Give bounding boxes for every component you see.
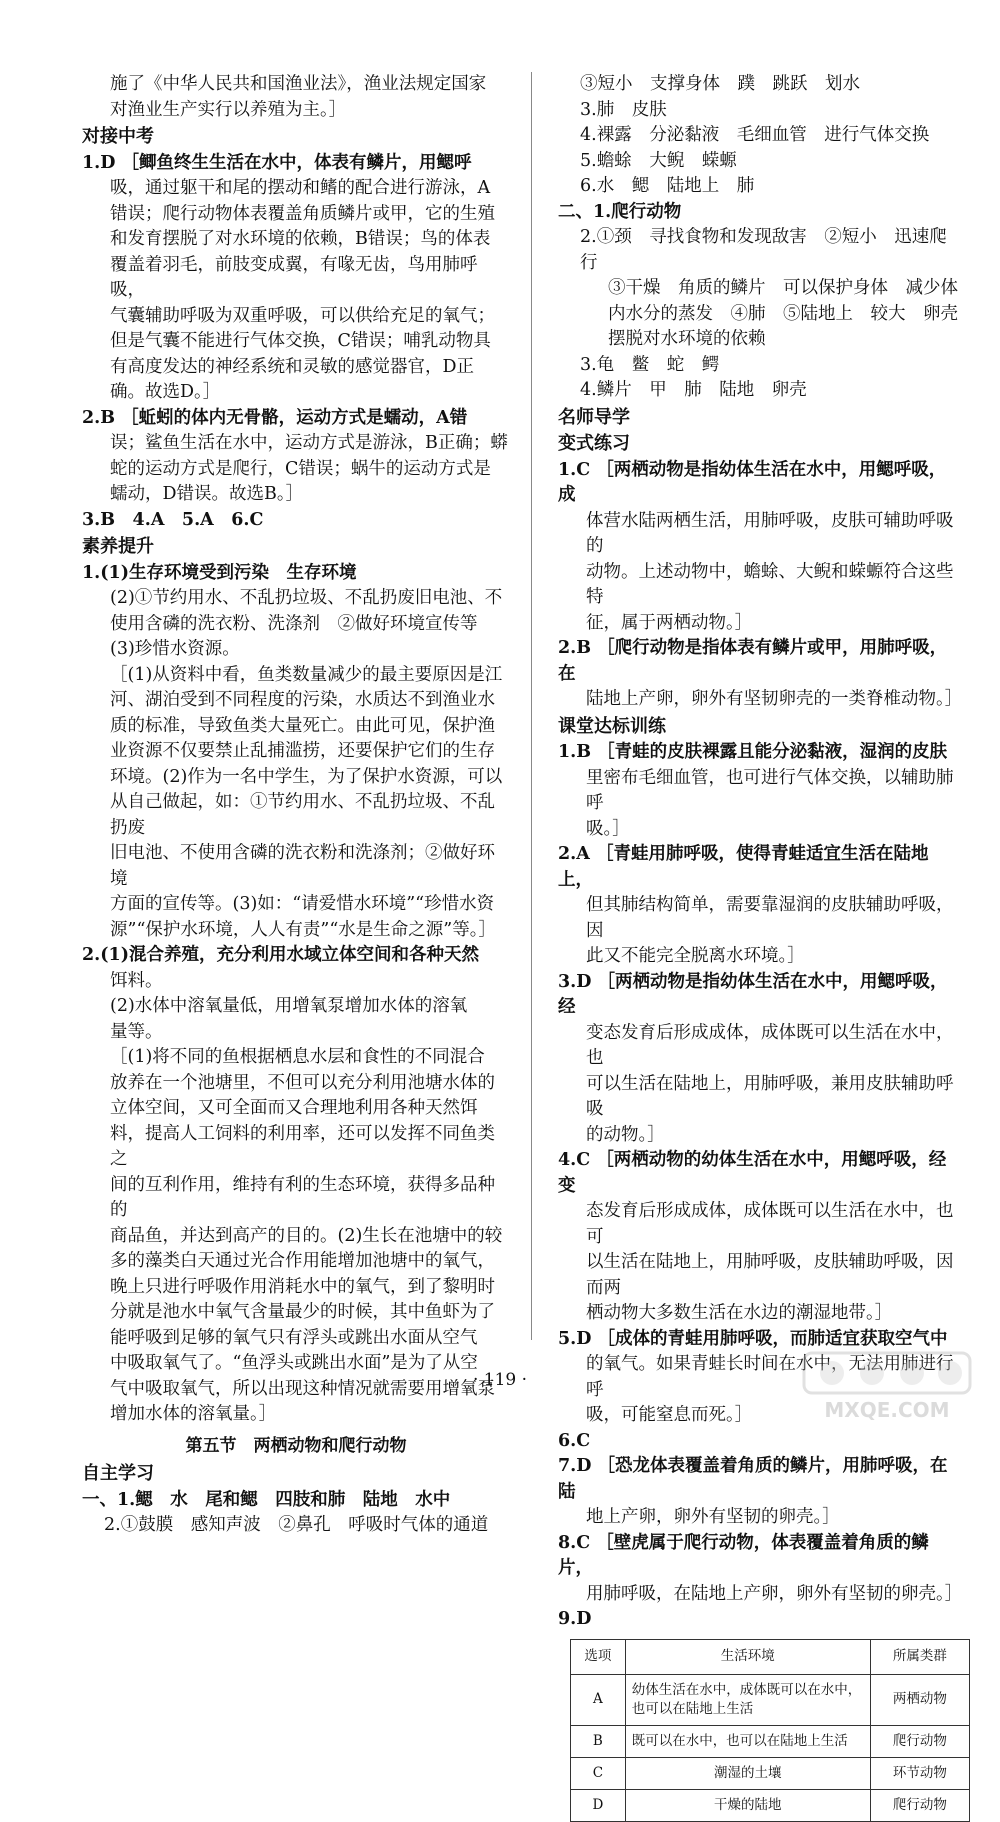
table-header-row <box>571 1639 970 1674</box>
text-line: 增加水体的溶氧量。］ <box>110 1404 277 1424</box>
table-header: 选项 <box>571 1639 626 1674</box>
ketang-9: 9.D <box>558 1609 592 1629</box>
left-column <box>82 72 510 1539</box>
table-cell: D <box>571 1789 626 1821</box>
text-line: 业资源不仅要禁止乱捕滥捞，还要保护它们的生存 <box>110 741 495 761</box>
text-line: 蠕动，D错误。故选B。］ <box>110 484 304 504</box>
text-line: 立体空间，又可全面而又合理地利用各种天然饵 <box>110 1098 478 1118</box>
text-line: 动物。上述动物中，蟾蜍、大鲵和蝾螈符合这些特 <box>586 561 954 607</box>
bianshi-2: 2.B ［爬行动物是指体表有鳞片或甲，用肺呼吸，在 <box>558 638 948 684</box>
text-line: 的动物。］ <box>586 1124 665 1145</box>
text-line: 气囊辅助呼吸为双重呼吸，可以供给充足的氧气； <box>110 305 495 326</box>
answers-block-1 <box>558 72 958 200</box>
table-row <box>571 1757 970 1789</box>
ketang-3: 3.D ［两栖动物是指幼体生活在水中，用鳃呼吸，经 <box>558 971 948 1017</box>
question-2: 2.B ［蚯蚓的体内无骨骼，运动方式是蠕动，A错 <box>82 407 468 428</box>
text-line: 河、湖泊受到不同程度的污染，水质达不到渔业水 <box>110 690 495 710</box>
text-line: 施了《中华人民共和国渔业法》，渔业法规定国家 <box>110 74 487 94</box>
table-cell: B <box>571 1725 626 1757</box>
table-cell: C <box>571 1757 626 1789</box>
text-line: 吸。］ <box>586 818 630 839</box>
page-number: · 119 · <box>472 1370 528 1390</box>
table-cell: 潮湿的土壤 <box>625 1757 870 1789</box>
watermark-icon <box>802 1351 972 1425</box>
table-cell: 爬行动物 <box>870 1789 969 1821</box>
heading-duijie: 对接中考 <box>82 126 154 147</box>
text-line: 环境。(2)作为一名中学生，为了保护水资源，可以 <box>110 766 503 787</box>
ketang-7-body <box>558 1505 958 1531</box>
text-line: ③干燥 角质的鳞片 可以保护身体 减少体 <box>608 278 958 298</box>
ketang-8-body <box>558 1582 963 1608</box>
text-line: 吸，可能窒息而死。］ <box>586 1405 753 1425</box>
text-line: (2)①节约用水、不乱扔垃圾、不乱扔废旧电池、不 <box>110 588 503 608</box>
intro-block <box>82 72 510 123</box>
text-line: 分就是池水中氧气含量最少的时候，其中鱼虾为了 <box>110 1302 495 1322</box>
text-line: 吸，通过躯干和尾的摆动和鳍的配合进行游泳，A <box>110 178 491 198</box>
table-row <box>571 1725 970 1757</box>
heading-ketang: 课堂达标训练 <box>558 715 666 737</box>
text-line: 和发育摆脱了对水环境的依赖，B错误；鸟的体表 <box>110 229 491 249</box>
text-line: 旧电池、不使用含磷的洗衣粉和洗涤剂；②做好环境 <box>110 843 495 889</box>
ketang-3-body <box>558 1021 958 1149</box>
section-title: 第五节 两栖动物和爬行动物 <box>185 1435 407 1456</box>
text-line: 栖动物大多数生活在水边的潮湿地带。］ <box>586 1303 893 1323</box>
table-cell: 爬行动物 <box>870 1725 969 1757</box>
ketang-5: 5.D ［成体的青蛙用肺呼吸，而肺适宜获取空气中 <box>558 1328 948 1349</box>
zizhu-2: 2.①鼓膜 感知声波 ②鼻孔 呼吸时气体的通道 <box>104 1515 489 1535</box>
text-line: 误；鲨鱼生活在水中，运动方式是游泳，B正确；蟒 <box>110 433 508 453</box>
text-line: 从自己做起，如：①节约用水、不乱扔垃圾、不乱扔废 <box>110 792 495 838</box>
question-1-body <box>82 176 510 406</box>
text-line: ［(1)将不同的鱼根据栖息水层和食性的不同混合 <box>110 1047 485 1067</box>
heading-bianshi: 变式练习 <box>558 433 630 454</box>
text-line: 3.肺 皮肤 <box>580 99 667 120</box>
table-cell: 环节动物 <box>870 1757 969 1789</box>
text-line: 3.龟 鳖 蛇 鳄 <box>580 354 720 375</box>
text-line: 料，提高人工饲料的利用率，还可以发挥不同鱼类之 <box>110 1123 495 1169</box>
ketang-2: 2.A ［青蛙用肺呼吸，使得青蛙适宜生活在陆地上， <box>558 844 929 890</box>
text-line: 蛇的运动方式是爬行，C错误；蜗牛的运动方式是 <box>110 458 491 479</box>
ketang-8: 8.C ［壁虎属于爬行动物，体表覆盖着角质的鳞片， <box>558 1532 929 1578</box>
bianshi-2-body <box>558 687 963 713</box>
text-line: 摆脱对水环境的依赖 <box>608 329 766 349</box>
text-line: 陆地上产卵，卵外有坚韧卵壳的一类脊椎动物。］ <box>586 689 963 709</box>
text-line: 内水分的蒸发 ④肺 ⑤陆地上 较大 卵壳 <box>608 303 958 324</box>
table-cell: 既可以在水中，也可以在陆地上生活 <box>625 1725 870 1757</box>
answers-block-2 <box>558 225 958 404</box>
ketang-7: 7.D ［恐龙体表覆盖着角质的鳞片，用肺呼吸，在陆 <box>558 1456 948 1502</box>
text-line: 但是气囊不能进行气体交换，C错误；哺乳动物具 <box>110 331 491 351</box>
ketang-1: 1.B ［青蛙的皮肤裸露且能分泌黏液，湿润的皮肤 <box>558 742 948 762</box>
text-line: 错误；爬行动物体表覆盖角质鳞片或甲，它的生殖 <box>110 203 495 224</box>
table-cell: 幼体生活在水中，成体既可以在水中，也可以在陆地上生活 <box>625 1674 870 1725</box>
heading-suyang: 素养提升 <box>82 536 154 557</box>
text-line: 体营水陆两栖生活，用肺呼吸，皮肤可辅助呼吸的 <box>586 510 954 556</box>
text-line: 征，属于两栖动物。］ <box>586 612 753 633</box>
text-line: 商品鱼，并达到高产的目的。(2)生长在池塘中的较 <box>110 1225 503 1246</box>
classification-table <box>570 1639 970 1822</box>
question-1: 1.D ［鲫鱼终生生活在水中，体表有鳞片，用鳃呼 <box>82 152 472 173</box>
text-line: 使用含磷的洗衣粉、洗涤剂 ②做好环境宣传等 <box>110 613 478 634</box>
text-line: ③短小 支撑身体 蹼 跳跃 划水 <box>580 74 860 94</box>
bianshi-1-body <box>558 509 958 637</box>
heading-mingshi: 名师导学 <box>558 406 630 428</box>
table-header: 生活环境 <box>625 1639 870 1674</box>
text-line: 4.鳞片 甲 肺 陆地 卵壳 <box>580 380 807 400</box>
table-row <box>571 1789 970 1821</box>
table-row <box>571 1674 970 1725</box>
text-line: 量等。 <box>110 1021 163 1042</box>
text-line: 以生活在陆地上，用肺呼吸，皮肤辅助呼吸，因而两 <box>586 1252 954 1298</box>
text-line: 气中吸取氧气，所以出现这种情况就需要用增氧泵 <box>110 1378 495 1399</box>
text-line: 此又不能完全脱离水环境。］ <box>586 946 805 966</box>
table-cell: A <box>571 1674 626 1725</box>
ketang-4: 4.C ［两栖动物的幼体生活在水中，用鳃呼吸，经变 <box>558 1150 947 1196</box>
text-line: 地上产卵，卵外有坚韧的卵壳。］ <box>586 1507 840 1527</box>
bianshi-1: 1.C ［两栖动物是指幼体生活在水中，用鳃呼吸，成 <box>558 459 947 505</box>
text-line: ［(1)从资料中看，鱼类数量减少的最主要原因是江 <box>110 664 503 685</box>
question-2-body <box>82 431 510 508</box>
text-line: (3)珍惜水资源。 <box>110 639 240 659</box>
table-cell: 干燥的陆地 <box>625 1789 870 1821</box>
suyang-1-body <box>82 586 510 943</box>
text-line: 的氧气。如果青蛙长时间在水中，无法用肺进行呼 <box>586 1354 954 1400</box>
text-line: 晚上只进行呼吸作用消耗水中的氧气，到了黎明时 <box>110 1276 495 1297</box>
column-divider <box>531 72 532 1340</box>
text-line: 多的藻类白天通过光合作用能增加池塘中的氧气， <box>110 1251 495 1271</box>
text-line: 2.①颈 寻找食物和发现敌害 ②短小 迅速爬行 <box>580 227 947 273</box>
text-line: (2)水体中溶氧量低，用增氧泵增加水体的溶氧 <box>110 996 468 1016</box>
zizhu-1: 一、1.鳃 水 尾和鳃 四肢和肺 陆地 水中 <box>82 1489 451 1510</box>
text-line: 放养在一个池塘里，不但可以充分利用池塘水体的 <box>110 1072 495 1093</box>
text-line: 4.裸露 分泌黏液 毛细血管 进行气体交换 <box>580 125 930 145</box>
right-column <box>558 72 963 1822</box>
text-line: 里密布毛细血管，也可进行气体交换，以辅助肺呼 <box>586 767 954 813</box>
questions-3-6: 3.B 4.A 5.A 6.C <box>82 509 264 530</box>
text-line: 质的标准，导致鱼类大量死亡。由此可见，保护渔 <box>110 715 495 736</box>
text-line: 变态发育后形成成体，成体既可以生活在水中，也 <box>586 1022 954 1068</box>
text-line: 态发育后形成成体，成体既可以生活在水中，也可 <box>586 1201 954 1247</box>
suyang-2-body <box>82 969 510 1428</box>
heading-zizhu: 自主学习 <box>82 1463 154 1484</box>
text-line: 对渔业生产实行以养殖为主。］ <box>110 99 347 120</box>
part-two: 二、1.爬行动物 <box>558 201 682 222</box>
watermark-logo <box>802 1351 972 1425</box>
suyang-1: 1.(1)生存环境受到污染 生存环境 <box>82 562 357 583</box>
text-line: 饵料。 <box>110 970 163 991</box>
table-cell: 两栖动物 <box>870 1674 969 1725</box>
text-line: 用肺呼吸，在陆地上产卵，卵外有坚韧的卵壳。］ <box>586 1583 963 1604</box>
text-line: 但其肺结构简单，需要靠湿润的皮肤辅助呼吸，因 <box>586 895 954 941</box>
text-line: 能呼吸到足够的氧气只有浮头或跳出水面从空气 <box>110 1327 478 1348</box>
ketang-1-body <box>558 766 958 843</box>
text-line: 有高度发达的神经系统和灵敏的感觉器官，D正 <box>110 356 475 377</box>
suyang-2: 2.(1)混合养殖，充分利用水域立体空间和各种天然 <box>82 945 480 965</box>
text-line: 间的互利作用，维持有利的生态环境，获得多品种的 <box>110 1174 495 1220</box>
text-line: 确。故选D。］ <box>110 382 221 402</box>
text-line: 6.水 鳃 陆地上 肺 <box>580 176 755 196</box>
ketang-4-body <box>558 1199 958 1327</box>
ketang-2-body <box>558 893 958 970</box>
text-line: 覆盖着羽毛，前肢变成翼，有喙无齿，鸟用肺呼吸， <box>110 254 478 300</box>
table-header: 所属类群 <box>870 1639 969 1674</box>
text-line: 中吸取氧气了。“鱼浮头或跳出水面”是为了从空 <box>110 1353 478 1373</box>
text-line: 5.蟾蜍 大鲵 蝾螈 <box>580 150 737 171</box>
text-line: 可以生活在陆地上，用肺呼吸，兼用皮肤辅助呼吸 <box>586 1073 954 1119</box>
watermark-text: MXQE.COM <box>824 1398 950 1422</box>
ketang-6: 6.C <box>558 1430 591 1451</box>
text-line: 方面的宣传等。(3)如：“请爱惜水环境”“珍惜水资 <box>110 894 495 914</box>
text-line: 源”“保护水环境，人人有责”“水是生命之源”等。］ <box>110 919 496 940</box>
